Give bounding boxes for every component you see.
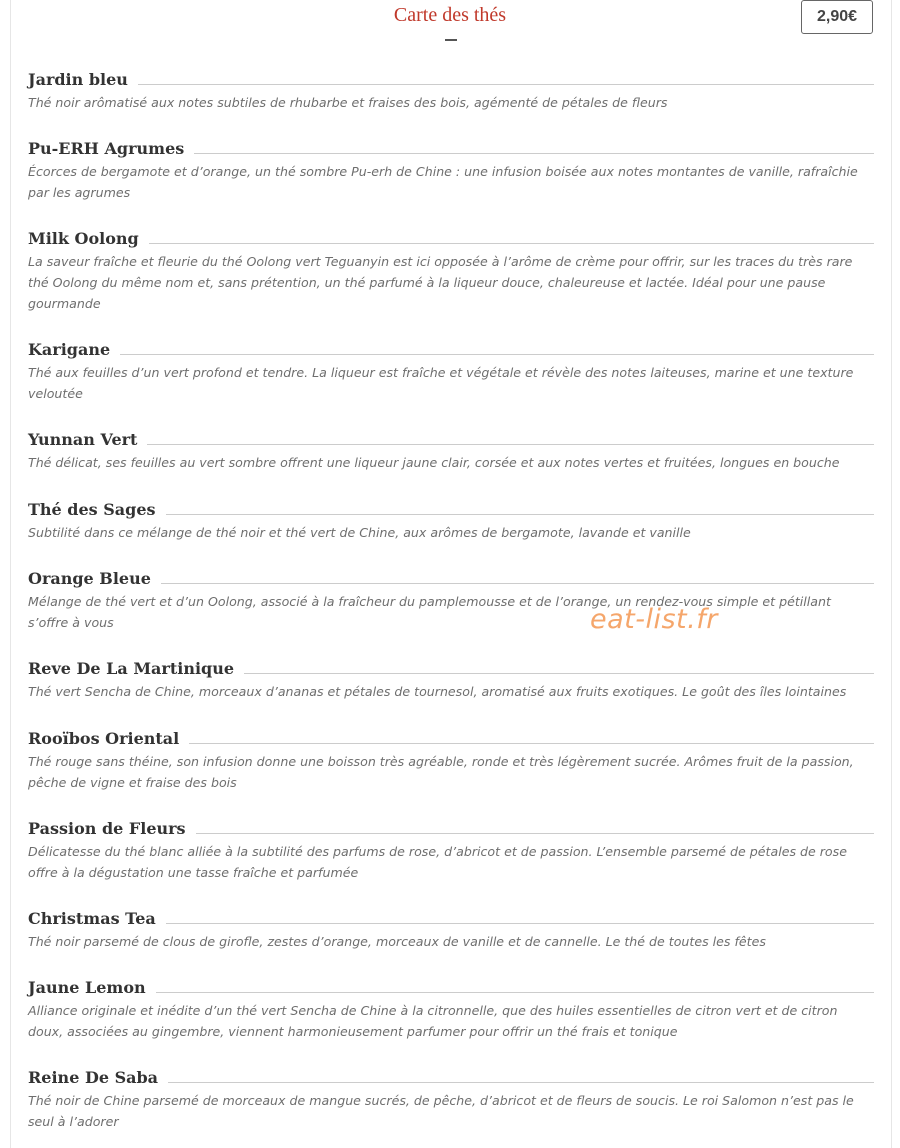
menu-title: Carte des thés [393,4,507,26]
item-leader-line [147,444,874,445]
item-description: Mélange de thé vert et d’un Oolong, associé à la fraîcheur du pamplemousse et de l’orange, un rendez-vous simple et pétillant s’offre à vous [28,594,831,630]
item-name: Rooïbos Oriental [28,729,180,748]
item-description: La saveur fraîche et fleurie du thé Oolong vert Teguanyin est ici opposée à l’arôme de crème pour offrir, sur les traces du très rare thé Oolong du même nom et, sans prétention, un thé parfumé à la liqueur douce, chaleureuse et lactée. Idéal pour une pause gourmande [28,254,853,311]
menu-item [28,225,874,314]
item-name: Milk Oolong [28,229,139,248]
item-name: Christmas Tea [28,909,156,928]
item-leader-line [120,354,874,355]
item-leader-line [244,673,874,674]
item-name: Thé des Sages [28,500,156,519]
menu-item [28,815,874,883]
menu-item [28,905,874,952]
item-leader-line [168,1082,874,1083]
item-description: Écorces de bergamote et d’orange, un thé sombre Pu-erh de Chine : une infusion boisée aux notes montantes de vanille, rafraîchie par les agrumes [28,164,858,200]
item-leader-line [189,743,874,744]
menu-item [28,426,874,473]
item-leader-line [166,514,874,515]
menu-item [28,66,874,113]
item-name: Orange Bleue [28,569,151,588]
item-description: Thé aux feuilles d’un vert profond et tendre. La liqueur est fraîche et végétale et révèle des notes laiteuses, marine et une texture veloutée [28,365,854,401]
menu-item [28,725,874,793]
menu-item [28,974,874,1042]
item-leader-line [138,84,874,85]
item-name: Pu-ERH Agrumes [28,139,185,158]
item-name: Reine De Saba [28,1068,159,1087]
item-leader-line [166,923,874,924]
item-description: Thé noir parsemé de clous de girofle, zestes d’orange, morceaux de vanille et de cannelle. Le thé de toutes les fêtes [28,934,766,949]
item-leader-line [156,992,874,993]
item-description: Thé noir arômatisé aux notes subtiles de rhubarbe et fraises des bois, agémenté de pétales de fleurs [28,95,668,110]
price-badge: 2,90€ [801,0,873,34]
item-name: Reve De La Martinique [28,659,235,678]
item-description: Subtilité dans ce mélange de thé noir et thé vert de Chine, aux arômes de bergamote, lavande et vanille [28,525,691,540]
menu-item [28,1064,874,1132]
item-name: Jaune Lemon [28,978,146,997]
menu-item [28,496,874,543]
item-description: Thé noir de Chine parsemé de morceaux de mangue sucrés, de pêche, d’abricot et de fleurs de soucis. Le roi Salomon n’est pas le seul à l’adorer [28,1093,854,1129]
menu-item [28,336,874,404]
item-name: Passion de Fleurs [28,819,186,838]
item-description: Thé délicat, ses feuilles au vert sombre offrent une liqueur jaune clair, corsée et aux notes vertes et fruitées, longues en bouche [28,455,840,470]
menu-item [28,655,874,702]
item-name: Karigane [28,340,111,359]
menu-item [28,135,874,203]
menu-item [28,565,874,633]
item-leader-line [194,153,874,154]
item-name: Yunnan Vert [28,430,138,449]
item-description: Thé vert Sencha de Chine, morceaux d’ananas et pétales de tournesol, aromatisé aux fruits exotiques. Le goût des îles lointaines [28,684,847,699]
item-leader-line [196,833,874,834]
item-name: Jardin bleu [28,70,128,89]
item-leader-line [161,583,874,584]
watermark-text: eat-list.fr [590,604,718,635]
title-divider [445,39,457,41]
item-description: Délicatesse du thé blanc alliée à la subtilité des parfums de rose, d’abricot et de passion. L’ensemble parsemé de pétales de rose offre à la dégustation une tasse fraîche et parfumée [28,844,847,880]
item-leader-line [149,243,874,244]
item-description: Alliance originale et inédite d’un thé vert Sencha de Chine à la citronnelle, que des huiles essentielles de citron vert et de citron doux, associées au gingembre, viennent harmonieusement parfumer pour offrir un thé frais et tonique [28,1003,838,1039]
item-description: Thé rouge sans théine, son infusion donne une boisson très agréable, ronde et très légèrement sucrée. Arômes fruit de la passion, pêche de vigne et fraise des bois [28,754,854,790]
